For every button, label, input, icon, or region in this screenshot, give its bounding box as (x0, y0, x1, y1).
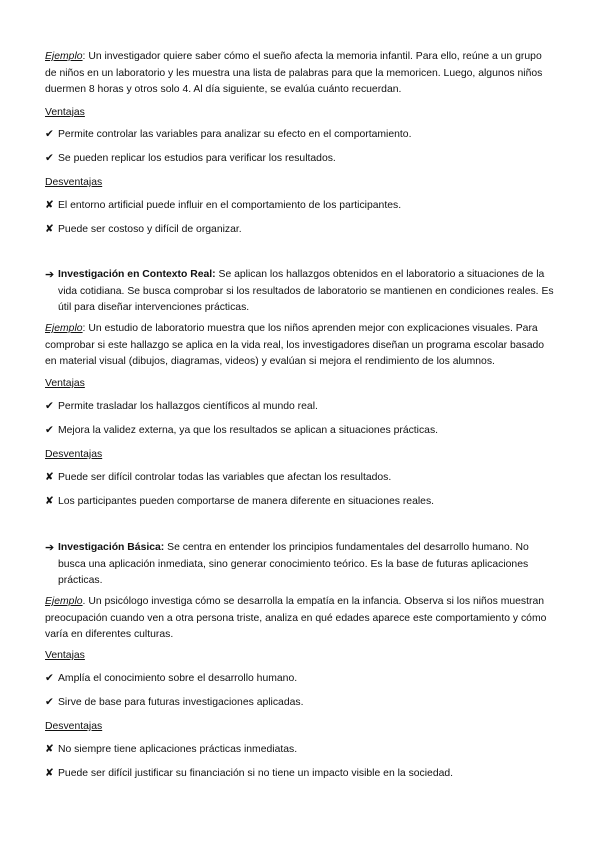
example-paragraph (45, 594, 555, 644)
disadvantage-item: ✘ Puede ser difícil controlar todas las variables que afectan los resultados. (45, 470, 555, 487)
advantage-item: ✔ Se pueden replicar los estudios para verificar los resultados. (45, 151, 555, 168)
disadvantages-label: Desventajas (45, 177, 103, 188)
disadvantages-label: Desventajas (45, 721, 103, 732)
advantage-item: ✔ Sirve de base para futuras investigaciones aplicadas. (45, 695, 555, 712)
check-icon: ✔ (45, 401, 54, 412)
advantages-label: Ventajas (45, 650, 85, 661)
example-text: . Un psicólogo investiga cómo se desarrolla la empatía en la infancia. Observa si los niños muestran preocupación cuando ven a otra persona triste, analiza en qué edades aparece este comportamiento y cómo varía en diferentes culturas. (45, 596, 547, 640)
check-icon: ✔ (45, 129, 54, 140)
cross-icon: ✘ (45, 768, 54, 779)
disadvantage-item: ✘ Puede ser difícil justificar su financiación si no tiene un impacto visible en la sociedad. (45, 766, 555, 783)
example-text: : Un estudio de laboratorio muestra que los niños aprenden mejor con explicaciones visuales. Para comprobar si este hallazgo se aplica en la vida real, los investigadores diseñan un programa escolar basado en material visual (dibujos, diagramas, videos) y evalúan si mejora el rendimiento de los alumnos. (45, 323, 545, 367)
section-heading: Investigación Básica: (58, 542, 165, 553)
advantage-item: ✔ Permite controlar las variables para analizar su efecto en el comportamiento. (45, 127, 555, 144)
advantage-item: ✔ Amplía el conocimiento sobre el desarrollo humano. (45, 671, 555, 688)
cross-icon: ✘ (45, 224, 54, 235)
arrow-bullet-icon: ➔ (45, 542, 55, 554)
cross-icon: ✘ (45, 496, 54, 507)
advantage-item: ✔ Permite trasladar los hallazgos científicos al mundo real. (45, 399, 555, 416)
cross-icon: ✘ (45, 200, 54, 211)
disadvantages-label: Desventajas (45, 449, 103, 460)
section-heading: Investigación en Contexto Real: (58, 269, 216, 280)
advantages-label: Ventajas (45, 107, 85, 118)
example-label: Ejemplo (45, 51, 83, 62)
example-label: Ejemplo (45, 323, 83, 334)
example-text: : Un investigador quiere saber cómo el sueño afecta la memoria infantil. Para ello, reúne a un grupo de niños en un laboratorio y les muestra una lista de palabras para que la memoricen. Luego, algunos niños duermen 8 horas y otros solo 4. Al día siguiente, se evalúa cuánto recuerdan. (45, 51, 543, 95)
cross-icon: ✘ (45, 472, 54, 483)
check-icon: ✔ (45, 153, 54, 164)
check-icon: ✔ (45, 425, 54, 436)
example-paragraph (45, 321, 555, 371)
disadvantage-item: ✘ El entorno artificial puede influir en el comportamiento de los participantes. (45, 198, 555, 215)
example-paragraph (45, 49, 555, 99)
example-label: Ejemplo (45, 596, 83, 607)
section-description: Se centra en entender los principios fundamentales del desarrollo humano. No busca una aplicación inmediata, sino generar conocimiento teórico. Es la base de futuras aplicaciones prácticas. (58, 542, 529, 586)
advantages-label: Ventajas (45, 378, 85, 389)
disadvantage-item: ✘ Los participantes pueden comportarse de manera diferente en situaciones reales. (45, 494, 555, 511)
check-icon: ✔ (45, 697, 54, 708)
section-description: Se aplican los hallazgos obtenidos en el laboratorio a situaciones de la vida cotidiana. Se busca comprobar si los resultados de laboratorio se mantienen en condiciones reales. Es útil para diseñar intervenciones prácticas. (58, 269, 554, 313)
section-heading-paragraph (58, 267, 556, 317)
arrow-bullet-icon: ➔ (45, 269, 55, 281)
disadvantage-item: ✘ Puede ser costoso y difícil de organizar. (45, 222, 555, 239)
check-icon: ✔ (45, 673, 54, 684)
disadvantage-item: ✘ No siempre tiene aplicaciones prácticas inmediatas. (45, 742, 555, 759)
advantage-item: ✔ Mejora la validez externa, ya que los resultados se aplican a situaciones prácticas. (45, 423, 555, 440)
cross-icon: ✘ (45, 744, 54, 755)
section-heading-paragraph (58, 540, 556, 590)
